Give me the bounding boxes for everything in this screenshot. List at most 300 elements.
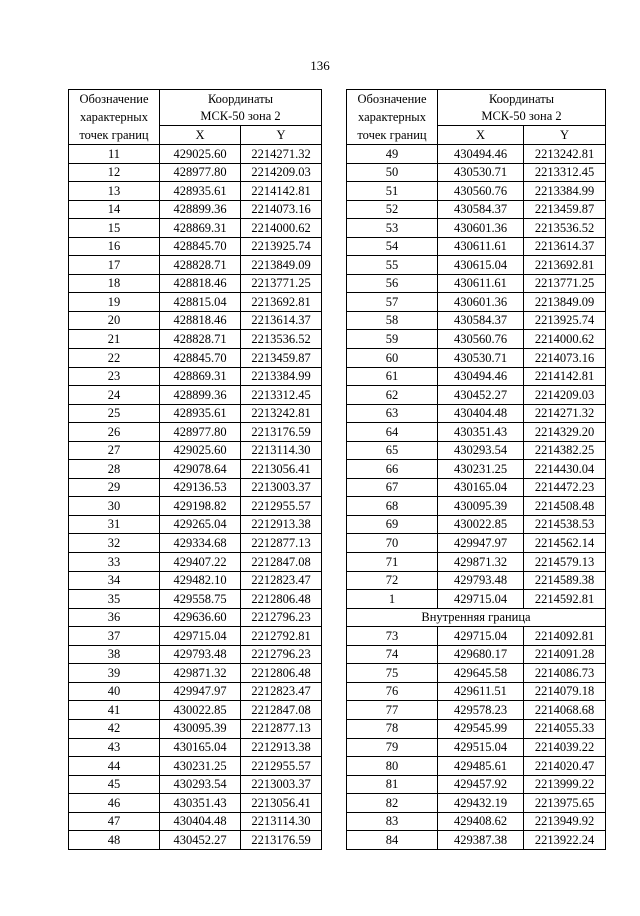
x-coordinate-cell: 430601.36 (438, 219, 524, 238)
y-coordinate-cell: 2212955.57 (241, 757, 322, 776)
point-number-cell: 73 (347, 627, 438, 646)
point-number-cell: 69 (347, 515, 438, 534)
y-coordinate-cell: 2214579.13 (524, 553, 606, 572)
y-coordinate-cell: 2213242.81 (524, 145, 606, 164)
table-row (69, 349, 322, 368)
x-coordinate-cell: 428828.71 (160, 256, 241, 275)
point-number-cell: 83 (347, 812, 438, 831)
table-row (347, 330, 606, 349)
point-number-cell: 37 (69, 627, 160, 646)
point-number-cell: 32 (69, 534, 160, 553)
x-coordinate-cell: 429265.04 (160, 515, 241, 534)
x-coordinate-cell: 430584.37 (438, 311, 524, 330)
point-number-cell: 24 (69, 386, 160, 405)
table-row (69, 404, 322, 423)
table-row (69, 515, 322, 534)
x-coordinate-cell: 428845.70 (160, 237, 241, 256)
table-row (347, 515, 606, 534)
point-number-cell: 62 (347, 386, 438, 405)
table-row (69, 237, 322, 256)
y-coordinate-cell: 2212796.23 (241, 645, 322, 664)
table-row (69, 738, 322, 757)
table-row (69, 478, 322, 497)
point-number-cell: 15 (69, 219, 160, 238)
y-coordinate-cell: 2212913.38 (241, 515, 322, 534)
y-coordinate-cell: 2214209.03 (524, 386, 606, 405)
y-coordinate-cell: 2214000.62 (241, 219, 322, 238)
y-coordinate-cell: 2214055.33 (524, 719, 606, 738)
table-row (69, 200, 322, 219)
y-coordinate-cell: 2212877.13 (241, 719, 322, 738)
coordinates-header: Координаты (160, 90, 322, 108)
y-coordinate-cell: 2213692.81 (241, 293, 322, 312)
y-coordinate-cell: 2213925.74 (241, 237, 322, 256)
table-row (347, 163, 606, 182)
table-row (69, 534, 322, 553)
point-number-cell: 50 (347, 163, 438, 182)
x-coordinate-cell: 430530.71 (438, 163, 524, 182)
y-coordinate-cell: 2213056.41 (241, 460, 322, 479)
point-number-cell: 14 (69, 200, 160, 219)
x-coordinate-cell: 428818.46 (160, 274, 241, 293)
point-number-cell: 55 (347, 256, 438, 275)
table-row (347, 349, 606, 368)
x-coordinate-cell: 429457.92 (438, 775, 524, 794)
y-coordinate-cell: 2214020.47 (524, 757, 606, 776)
table-row (347, 719, 606, 738)
x-column-header: X (160, 126, 241, 145)
point-number-cell: 53 (347, 219, 438, 238)
y-coordinate-cell: 2212806.48 (241, 590, 322, 609)
y-coordinate-cell: 2214271.32 (524, 404, 606, 423)
table-row (347, 757, 606, 776)
point-number-cell: 82 (347, 794, 438, 813)
y-coordinate-cell: 2212877.13 (241, 534, 322, 553)
y-coordinate-cell: 2213114.30 (241, 812, 322, 831)
point-number-cell: 61 (347, 367, 438, 386)
y-coordinate-cell: 2214562.14 (524, 534, 606, 553)
point-number-cell: 12 (69, 163, 160, 182)
x-coordinate-cell: 428977.80 (160, 163, 241, 182)
coordinate-system-header: МСК-50 зона 2 (160, 108, 322, 126)
x-coordinate-cell: 430022.85 (438, 515, 524, 534)
point-number-cell: 23 (69, 367, 160, 386)
designation-header-line: характерных (358, 110, 426, 124)
x-coordinate-cell: 430351.43 (438, 423, 524, 442)
table-row (347, 386, 606, 405)
point-number-cell: 29 (69, 478, 160, 497)
table-row (347, 553, 606, 572)
y-coordinate-cell: 2214000.62 (524, 330, 606, 349)
point-number-cell: 43 (69, 738, 160, 757)
point-number-cell: 22 (69, 349, 160, 368)
point-number-cell: 25 (69, 404, 160, 423)
table-header (69, 90, 322, 145)
point-number-cell: 42 (69, 719, 160, 738)
designation-header-line: Обозначение (79, 92, 149, 106)
x-coordinate-cell: 429715.04 (438, 590, 524, 609)
point-number-cell: 35 (69, 590, 160, 609)
table-row (69, 608, 322, 627)
point-number-cell: 60 (347, 349, 438, 368)
x-coordinate-cell: 429947.97 (160, 682, 241, 701)
y-coordinate-cell: 2213771.25 (524, 274, 606, 293)
point-number-cell: 84 (347, 831, 438, 850)
y-coordinate-cell: 2213003.37 (241, 478, 322, 497)
inner-boundary-row (347, 608, 606, 627)
point-number-cell: 67 (347, 478, 438, 497)
x-coordinate-cell: 430560.76 (438, 330, 524, 349)
table-row (69, 553, 322, 572)
table-row (69, 701, 322, 720)
coordinates-table-right (346, 89, 606, 850)
x-coordinate-cell: 430452.27 (160, 831, 241, 850)
y-coordinate-cell: 2213176.59 (241, 423, 322, 442)
y-coordinate-cell: 2212823.47 (241, 682, 322, 701)
y-coordinate-cell: 2214472.23 (524, 478, 606, 497)
y-coordinate-cell: 2214073.16 (241, 200, 322, 219)
point-number-cell: 47 (69, 812, 160, 831)
point-number-cell: 54 (347, 237, 438, 256)
table-row (69, 775, 322, 794)
y-coordinate-cell: 2212823.47 (241, 571, 322, 590)
x-coordinate-cell: 429334.68 (160, 534, 241, 553)
y-coordinate-cell: 2212806.48 (241, 664, 322, 683)
table-row (347, 794, 606, 813)
y-coordinate-cell: 2213614.37 (241, 311, 322, 330)
x-coordinate-cell: 429871.32 (438, 553, 524, 572)
point-number-cell: 81 (347, 775, 438, 794)
x-coordinate-cell: 430584.37 (438, 200, 524, 219)
y-coordinate-cell: 2212792.81 (241, 627, 322, 646)
point-number-cell: 27 (69, 441, 160, 460)
y-coordinate-cell: 2214092.81 (524, 627, 606, 646)
point-number-cell: 13 (69, 182, 160, 201)
point-number-cell: 77 (347, 701, 438, 720)
table-row (69, 330, 322, 349)
point-number-cell: 59 (347, 330, 438, 349)
y-coordinate-cell: 2213056.41 (241, 794, 322, 813)
x-coordinate-cell: 429578.23 (438, 701, 524, 720)
point-number-cell: 19 (69, 293, 160, 312)
table-row (69, 145, 322, 164)
y-column-header: Y (524, 126, 606, 145)
point-number-cell: 80 (347, 757, 438, 776)
table-row (69, 590, 322, 609)
point-number-cell: 40 (69, 682, 160, 701)
x-coordinate-cell: 429025.60 (160, 145, 241, 164)
y-coordinate-cell: 2213949.92 (524, 812, 606, 831)
table-row (347, 237, 606, 256)
point-number-cell: 16 (69, 237, 160, 256)
x-coordinate-cell: 429947.97 (438, 534, 524, 553)
point-number-cell: 11 (69, 145, 160, 164)
y-coordinate-cell: 2214079.18 (524, 682, 606, 701)
table-row (69, 794, 322, 813)
x-coordinate-cell: 430611.61 (438, 237, 524, 256)
y-coordinate-cell: 2214073.16 (524, 349, 606, 368)
x-coordinate-cell: 429198.82 (160, 497, 241, 516)
point-number-cell: 63 (347, 404, 438, 423)
table-row (347, 627, 606, 646)
y-coordinate-cell: 2213312.45 (241, 386, 322, 405)
table-row (69, 812, 322, 831)
x-coordinate-cell: 430494.46 (438, 367, 524, 386)
designation-header-line: Обозначение (357, 92, 427, 106)
table-row (347, 200, 606, 219)
x-coordinate-cell: 428869.31 (160, 367, 241, 386)
point-number-cell: 33 (69, 553, 160, 572)
point-number-cell: 56 (347, 274, 438, 293)
point-number-cell: 76 (347, 682, 438, 701)
designation-header-line: точек границ (357, 128, 427, 142)
y-coordinate-cell: 2213999.22 (524, 775, 606, 794)
x-coordinate-cell: 430095.39 (438, 497, 524, 516)
y-column-header: Y (241, 126, 322, 145)
x-coordinate-cell: 429871.32 (160, 664, 241, 683)
table-row (69, 831, 322, 850)
y-coordinate-cell: 2214538.53 (524, 515, 606, 534)
y-coordinate-cell: 2213975.65 (524, 794, 606, 813)
x-coordinate-cell: 429645.58 (438, 664, 524, 683)
x-coordinate-cell: 429387.38 (438, 831, 524, 850)
table-row (347, 311, 606, 330)
y-coordinate-cell: 2214508.48 (524, 497, 606, 516)
x-coordinate-cell: 429408.62 (438, 812, 524, 831)
x-coordinate-cell: 430231.25 (438, 460, 524, 479)
y-coordinate-cell: 2213384.99 (241, 367, 322, 386)
y-coordinate-cell: 2213925.74 (524, 311, 606, 330)
coordinates-header: Координаты (438, 90, 606, 108)
page-number: 136 (310, 58, 330, 73)
table-row (347, 701, 606, 720)
table-row (69, 682, 322, 701)
point-number-cell: 18 (69, 274, 160, 293)
x-coordinate-cell: 429715.04 (438, 627, 524, 646)
y-coordinate-cell: 2212913.38 (241, 738, 322, 757)
table-row (347, 145, 606, 164)
y-coordinate-cell: 2214142.81 (241, 182, 322, 201)
table-row (69, 664, 322, 683)
y-coordinate-cell: 2214142.81 (524, 367, 606, 386)
x-coordinate-cell: 430615.04 (438, 256, 524, 275)
point-number-cell: 34 (69, 571, 160, 590)
table-row (347, 534, 606, 553)
y-coordinate-cell: 2214068.68 (524, 701, 606, 720)
x-coordinate-cell: 429432.19 (438, 794, 524, 813)
x-coordinate-cell: 430231.25 (160, 757, 241, 776)
point-number-cell: 28 (69, 460, 160, 479)
point-number-cell: 31 (69, 515, 160, 534)
point-number-cell: 45 (69, 775, 160, 794)
table-row (347, 182, 606, 201)
y-coordinate-cell: 2213003.37 (241, 775, 322, 794)
x-coordinate-cell: 429025.60 (160, 441, 241, 460)
y-coordinate-cell: 2213849.09 (524, 293, 606, 312)
y-coordinate-cell: 2212955.57 (241, 497, 322, 516)
x-coordinate-cell: 430611.61 (438, 274, 524, 293)
point-number-cell: 20 (69, 311, 160, 330)
table-row (347, 571, 606, 590)
table-row (347, 590, 606, 609)
y-coordinate-cell: 2214039.22 (524, 738, 606, 757)
y-coordinate-cell: 2212796.23 (241, 608, 322, 627)
point-number-cell: 71 (347, 553, 438, 572)
table-row (69, 757, 322, 776)
x-coordinate-cell: 428899.36 (160, 200, 241, 219)
point-number-cell: 17 (69, 256, 160, 275)
table-row (347, 682, 606, 701)
x-coordinate-cell: 428845.70 (160, 349, 241, 368)
y-coordinate-cell: 2214086.73 (524, 664, 606, 683)
x-coordinate-cell: 430351.43 (160, 794, 241, 813)
table-row (69, 182, 322, 201)
point-number-cell: 21 (69, 330, 160, 349)
point-number-cell: 44 (69, 757, 160, 776)
y-coordinate-cell: 2213312.45 (524, 163, 606, 182)
y-coordinate-cell: 2213536.52 (241, 330, 322, 349)
point-number-cell: 75 (347, 664, 438, 683)
y-coordinate-cell: 2214592.81 (524, 590, 606, 609)
table-row (347, 219, 606, 238)
x-coordinate-cell: 429636.60 (160, 608, 241, 627)
point-number-cell: 52 (347, 200, 438, 219)
table-row (347, 664, 606, 683)
table-row (69, 367, 322, 386)
point-number-cell: 64 (347, 423, 438, 442)
table-row (347, 293, 606, 312)
table-row (347, 812, 606, 831)
y-coordinate-cell: 2213176.59 (241, 831, 322, 850)
point-number-cell: 65 (347, 441, 438, 460)
point-number-cell: 1 (347, 590, 438, 609)
point-number-cell: 38 (69, 645, 160, 664)
table-row (347, 460, 606, 479)
table-row (69, 460, 322, 479)
y-coordinate-cell: 2212847.08 (241, 701, 322, 720)
y-coordinate-cell: 2213459.87 (241, 349, 322, 368)
x-coordinate-cell: 430095.39 (160, 719, 241, 738)
table-row (69, 571, 322, 590)
y-coordinate-cell: 2213242.81 (241, 404, 322, 423)
table-row (347, 645, 606, 664)
x-coordinate-cell: 429407.22 (160, 553, 241, 572)
point-number-cell: 66 (347, 460, 438, 479)
point-number-cell: 26 (69, 423, 160, 442)
x-coordinate-cell: 428818.46 (160, 311, 241, 330)
point-number-cell: 30 (69, 497, 160, 516)
y-coordinate-cell: 2213771.25 (241, 274, 322, 293)
x-coordinate-cell: 429545.99 (438, 719, 524, 738)
x-coordinate-cell: 429136.53 (160, 478, 241, 497)
x-coordinate-cell: 429793.48 (160, 645, 241, 664)
x-coordinate-cell: 428935.61 (160, 404, 241, 423)
x-coordinate-cell: 429482.10 (160, 571, 241, 590)
x-coordinate-cell: 430530.71 (438, 349, 524, 368)
x-coordinate-cell: 430165.04 (160, 738, 241, 757)
x-column-header: X (438, 126, 524, 145)
table-row (347, 256, 606, 275)
point-number-cell: 48 (69, 831, 160, 850)
table-row (347, 441, 606, 460)
table-row (69, 256, 322, 275)
y-coordinate-cell: 2214209.03 (241, 163, 322, 182)
table-row (347, 478, 606, 497)
point-number-cell: 36 (69, 608, 160, 627)
table-row (347, 497, 606, 516)
coordinate-system-header: МСК-50 зона 2 (438, 108, 606, 126)
x-coordinate-cell: 428899.36 (160, 386, 241, 405)
y-coordinate-cell: 2213849.09 (241, 256, 322, 275)
x-coordinate-cell: 429611.51 (438, 682, 524, 701)
table-row (69, 719, 322, 738)
y-coordinate-cell: 2213614.37 (524, 237, 606, 256)
table-row (347, 775, 606, 794)
x-coordinate-cell: 430601.36 (438, 293, 524, 312)
designation-header-line: точек границ (79, 128, 149, 142)
x-coordinate-cell: 428815.04 (160, 293, 241, 312)
point-number-cell: 74 (347, 645, 438, 664)
x-coordinate-cell: 430404.48 (438, 404, 524, 423)
table-row (347, 738, 606, 757)
y-coordinate-cell: 2212847.08 (241, 553, 322, 572)
table-row (347, 404, 606, 423)
inner-boundary-label: Внутренняя граница (347, 608, 606, 627)
y-coordinate-cell: 2214271.32 (241, 145, 322, 164)
x-coordinate-cell: 430022.85 (160, 701, 241, 720)
x-coordinate-cell: 429793.48 (438, 571, 524, 590)
table-row (69, 311, 322, 330)
point-number-cell: 68 (347, 497, 438, 516)
y-coordinate-cell: 2213459.87 (524, 200, 606, 219)
x-coordinate-cell: 429715.04 (160, 627, 241, 646)
point-number-cell: 46 (69, 794, 160, 813)
table-row (69, 645, 322, 664)
table-row (69, 627, 322, 646)
x-coordinate-cell: 430404.48 (160, 812, 241, 831)
table-row (69, 386, 322, 405)
x-coordinate-cell: 429558.75 (160, 590, 241, 609)
point-number-cell: 57 (347, 293, 438, 312)
table-header (347, 90, 606, 145)
point-number-cell: 51 (347, 182, 438, 201)
x-coordinate-cell: 430165.04 (438, 478, 524, 497)
point-number-cell: 49 (347, 145, 438, 164)
x-coordinate-cell: 428869.31 (160, 219, 241, 238)
x-coordinate-cell: 428828.71 (160, 330, 241, 349)
table-row (69, 274, 322, 293)
point-number-cell: 58 (347, 311, 438, 330)
x-coordinate-cell: 429680.17 (438, 645, 524, 664)
x-coordinate-cell: 430293.54 (160, 775, 241, 794)
y-coordinate-cell: 2213692.81 (524, 256, 606, 275)
table-row (69, 497, 322, 516)
point-number-cell: 72 (347, 571, 438, 590)
point-number-cell: 70 (347, 534, 438, 553)
y-coordinate-cell: 2213114.30 (241, 441, 322, 460)
x-coordinate-cell: 430293.54 (438, 441, 524, 460)
x-coordinate-cell: 428977.80 (160, 423, 241, 442)
table-row (347, 831, 606, 850)
designation-header (347, 90, 438, 145)
table-row (69, 219, 322, 238)
point-number-cell: 39 (69, 664, 160, 683)
table-row (347, 423, 606, 442)
x-coordinate-cell: 430494.46 (438, 145, 524, 164)
y-coordinate-cell: 2213922.24 (524, 831, 606, 850)
x-coordinate-cell: 430560.76 (438, 182, 524, 201)
point-number-cell: 78 (347, 719, 438, 738)
